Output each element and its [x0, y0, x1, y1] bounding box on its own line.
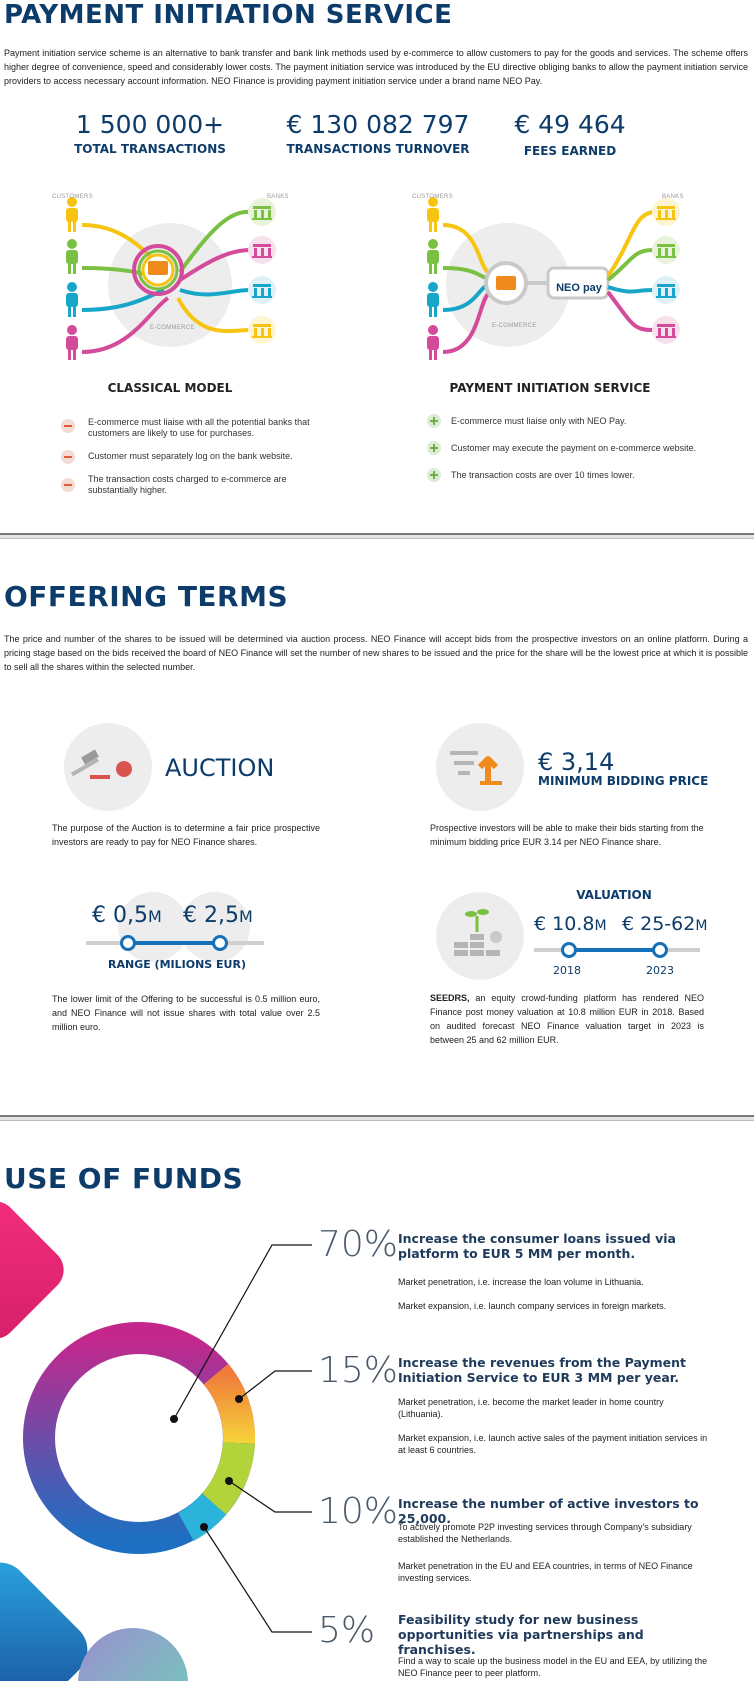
funds-title: USE OF FUNDS — [4, 1162, 244, 1195]
customer-icon — [66, 239, 78, 274]
classical-ecommerce-label: E-COMMERCE — [150, 325, 195, 331]
minus-icon — [61, 419, 75, 433]
pis-point-2: Customer may execute the payment on e-commerce website. — [451, 443, 697, 453]
min-price-value: € 3,14 — [538, 748, 615, 776]
bank-icon — [248, 276, 276, 304]
pis-banks-label: BANKS — [662, 194, 684, 200]
pis-ecommerce-label: E-COMMERCE — [492, 323, 537, 329]
fund-percent-5: 5% — [318, 1610, 376, 1651]
fund-percent-70: 70% — [318, 1224, 399, 1265]
stat-fees-value: € 49 464 — [514, 110, 626, 139]
range-fill — [128, 941, 220, 945]
section-divider — [0, 533, 754, 539]
fund-sub-4a: Find a way to scale up the business model in the EU and EEA, by utilizing the NEO Finance peer to peer platform. — [398, 1656, 708, 1678]
ecommerce-icon — [496, 276, 516, 290]
min-price-text: Prospective investors will be able to make their bids starting from the minimum bidding price EUR 3.14 per NEO Finance share. — [430, 823, 704, 847]
customer-icon — [427, 282, 439, 317]
customer-icon — [66, 197, 78, 232]
fund-percent-10: 10% — [318, 1491, 399, 1532]
range-high-value: € 2,5M — [183, 903, 253, 928]
bank-icon — [248, 316, 276, 344]
stat-total-transactions-value: 1 500 000+ — [75, 110, 225, 139]
customer-icon — [427, 239, 439, 274]
stat-turnover-label: TRANSACTIONS TURNOVER — [286, 142, 470, 156]
range-low-value: € 0,5M — [92, 903, 162, 928]
fund-heading-3: Increase the number of active investors to 25,000. — [398, 1496, 699, 1526]
valuation-year-high: 2023 — [646, 964, 674, 977]
terms-intro: The price and number of the shares to be issued will be determined via auction process. NEO Finance will accept bids from the prospective investors on an online platform. During a pricing stage based on the bids received the board of NEO Finance will set the number of new shares to be issued and the price for the share will be the lowest price at which it is possible to sell all the shares within the selected number. — [4, 634, 748, 672]
auction-title: AUCTION — [165, 754, 275, 782]
classical-point-2: Customer must separately log on the bank website. — [88, 451, 293, 461]
fund-heading-4: Feasibility study for new business opportunities via partnerships and franchises. — [398, 1612, 644, 1657]
stat-turnover-value: € 130 082 797 — [286, 110, 470, 139]
stat-total-transactions-label: TOTAL TRANSACTIONS — [74, 142, 226, 156]
minus-icon — [61, 478, 75, 492]
classical-customers-label: CUSTOMERS — [52, 194, 93, 200]
pis-point-1: E-commerce must liaise only with NEO Pay. — [451, 416, 627, 426]
stat-fees-label: FEES EARNED — [523, 144, 617, 158]
fund-percent-15: 15% — [318, 1350, 399, 1391]
bank-icon — [248, 198, 276, 226]
valuation-high-value: € 25-62M — [622, 913, 708, 935]
valuation-fill — [568, 948, 660, 952]
plus-icon — [427, 468, 441, 482]
customer-icon — [427, 197, 439, 232]
valuation-low-value: € 10.8M — [534, 913, 607, 935]
classical-point-3: The transaction costs charged to e-commerce are substantially higher. — [88, 474, 287, 495]
gavel-icon — [64, 723, 152, 811]
fund-heading-2: Increase the revenues from the Payment Initiation Service to EUR 3 MM per year. — [398, 1355, 687, 1385]
fund-sub-3b: Market penetration in the EU and EEA countries, in terms of NEO Finance investing services. — [398, 1561, 693, 1583]
customer-icon — [427, 325, 439, 360]
bank-icon — [652, 236, 680, 264]
range-text: The lower limit of the Offering to be successful is 0.5 million euro, and NEO Finance will not issue shares with total value over 2.5 million euro. — [52, 994, 320, 1032]
bank-icon — [652, 198, 680, 226]
minus-icon — [61, 450, 75, 464]
auction-text: The purpose of the Auction is to determine a fair price prospective investors are ready to pay for NEO Finance shares. — [52, 823, 320, 847]
pis-intro: Payment initiation service scheme is an alternative to bank transfer and bank link methods used by e-commerce to allow customers to pay for the goods and services. The scheme offers higher degree of convenience, speed and considerably lower costs. The payment initiation service was introduced by the EU directive obliging banks to allow the payment initiation service providers to access necessary account information. NEO Finance is providing payment initiation service under a brand name NEO Pay. — [4, 48, 748, 86]
classical-banks-label: BANKS — [267, 194, 289, 200]
bank-icon — [652, 316, 680, 344]
range-low-marker — [120, 935, 136, 951]
range-high-marker — [212, 935, 228, 951]
classical-point-1: E-commerce must liaise with all the potential banks that customers are likely to use for purchases. — [88, 417, 310, 438]
section-divider — [0, 1115, 754, 1121]
funds-leader-lines — [0, 1200, 320, 1660]
fund-sub-1b: Market expansion, i.e. launch company services in foreign markets. — [398, 1301, 667, 1311]
bank-icon — [248, 236, 276, 264]
valuation-high-marker — [652, 942, 668, 958]
classical-model-diagram — [40, 190, 310, 375]
min-price-label: MINIMUM BIDDING PRICE — [538, 774, 709, 788]
customer-icon — [66, 325, 78, 360]
ecommerce-icon — [148, 261, 168, 275]
bank-icon — [652, 276, 680, 304]
valuation-year-low: 2018 — [553, 964, 581, 977]
plus-icon — [427, 441, 441, 455]
fund-heading-1: Increase the consumer loans issued via platform to EUR 5 MM per month. — [398, 1231, 676, 1261]
arrow-up-icon — [436, 723, 524, 811]
pis-title: PAYMENT INITIATION SERVICE — [4, 0, 453, 30]
plant-coins-icon — [436, 892, 524, 980]
fund-sub-1a: Market penetration, i.e. increase the loan volume in Lithuania. — [398, 1277, 644, 1287]
valuation-title: VALUATION — [576, 888, 652, 902]
pis-model-title: PAYMENT INITIATION SERVICE — [449, 381, 651, 395]
range-label: RANGE (MILIONS EUR) — [108, 958, 246, 971]
valuation-text: SEEDRS, an equity crowd-funding platform has rendered NEO Finance post money valuation at 10.8 million EUR in 2018. Based on audited forecast NEO Finance valuation target in 2023 is between 25 and 62 million EUR. — [430, 993, 704, 1045]
customer-icon — [66, 282, 78, 317]
fund-sub-3a: To actively promote P2P investing services through Company’s subsidiary established the Netherlands. — [398, 1522, 692, 1544]
neopay-logo: NEO pay — [556, 282, 602, 294]
pis-point-3: The transaction costs are over 10 times lower. — [451, 470, 635, 480]
fund-sub-2b: Market expansion, i.e. launch active sales of the payment initiation services in at least 6 countries. — [398, 1433, 708, 1455]
classical-model-title: CLASSICAL MODEL — [107, 381, 233, 395]
fund-sub-2a: Market penetration, i.e. become the market leader in home country (Lithuania). — [398, 1397, 664, 1419]
terms-title: OFFERING TERMS — [4, 580, 289, 613]
plus-icon — [427, 414, 441, 428]
pis-customers-label: CUSTOMERS — [412, 194, 453, 200]
valuation-low-marker — [561, 942, 577, 958]
